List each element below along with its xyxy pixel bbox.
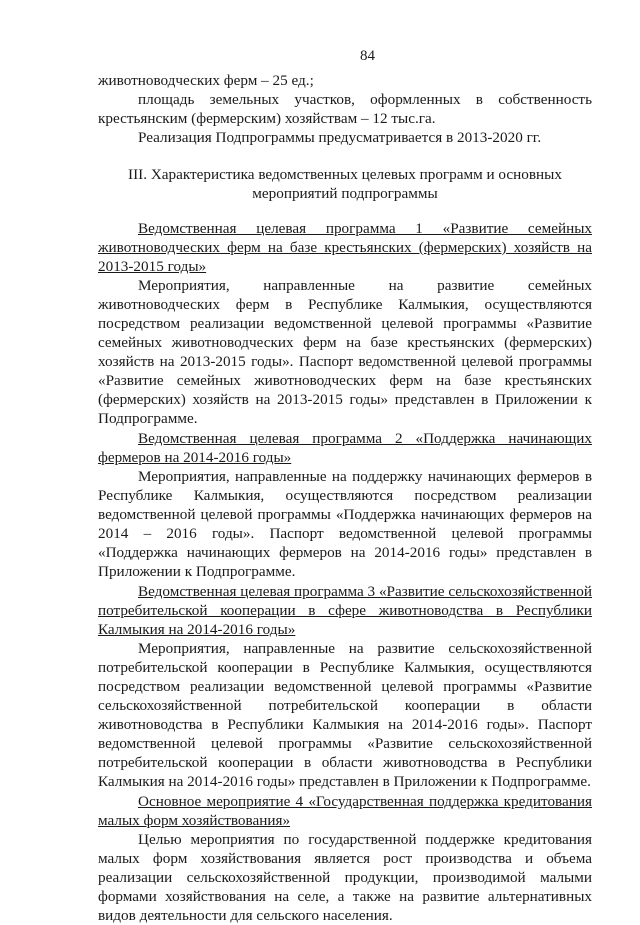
intro-line: животноводческих ферм – 25 ед.; (98, 72, 314, 89)
program-3-body: Мероприятия, направленные на развитие сельскохозяйственной потребительской кооперации в Республике Калмыкия, осуществляются посредством реализации ведомственной целевой программы «Развитие сельскохозяйственной потребительской кооперации в области животноводства в Республики Калмыкия на 2014-2016 годы». Паспорт ведомственной целевой программы «Развитие сельскохозяйственной потребительской кооперации в области животноводства в Республики Калмыкия на 2014-2016 годы» представлен в Приложении к Подпрограмме. (98, 640, 592, 790)
program-1-body: Мероприятия, направленные на развитие семейных животноводческих ферм в Республике Калмыкия, осуществляются посредством реализации ведомственной целевой программы «Развитие семейных животноводческих ферм на базе крестьянских (фермерских) хозяйств на 2013-2015 годы». Паспорт ведомственной целевой программы «Развитие семейных животноводческих ферм на базе крестьянских (фермерских) хозяйств на 2013-2015 годы» представлен в Приложении к Подпрограмме. (98, 277, 592, 427)
program-2-body: Мероприятия, направленные на поддержку начинающих фермеров в Республике Калмыкия, осуществляются посредством реализации ведомственной целевой программы «Поддержка начинающих фермеров на 2014 – 2016 годы». Паспорт ведомственной целевой программы «Поддержка начинающих фермеров на 2014-2016 годы» представлен в Приложении к Подпрограмме. (98, 468, 592, 580)
intro-land-area: площадь земельных участков, оформленных в собственность крестьянским (фермерским) хозяйствам – 12 тыс.га. (98, 91, 592, 127)
program-2-title: Ведомственная целевая программа 2 «Поддержка начинающих фермеров на 2014-2016 годы» (98, 430, 592, 466)
program-1-title: Ведомственная целевая программа 1 «Развитие семейных животноводческих ферм на базе крестьянских (фермерских) хозяйств на 2013-2015 годы» (98, 220, 592, 275)
section-heading: III. Характеристика ведомственных целевых программ и основных мероприятий подпрограммы (128, 166, 562, 202)
main-activity-4-title: Основное мероприятие 4 «Государственная поддержка кредитования малых форм хозяйствования» (98, 793, 592, 829)
intro-realization: Реализация Подпрограммы предусматривается в 2013-2020 гг. (138, 129, 542, 146)
program-3-title: Ведомственная целевая программа 3 «Развитие сельскохозяйственной потребительской кооперации в сфере животноводства в Республики Калмыкия на 2014-2016 годы» (98, 583, 592, 638)
page-text (98, 71, 592, 925)
page-number: 84 (360, 48, 375, 64)
main-activity-4-body: Целью мероприятия по государственной поддержке кредитования малых форм хозяйствования является рост производства и объема реализации сельскохозяйственной продукции, производимой малыми формами хозяйствования на селе, а также на развитие альтернативных видов деятельности для сельского населения. (98, 831, 592, 924)
